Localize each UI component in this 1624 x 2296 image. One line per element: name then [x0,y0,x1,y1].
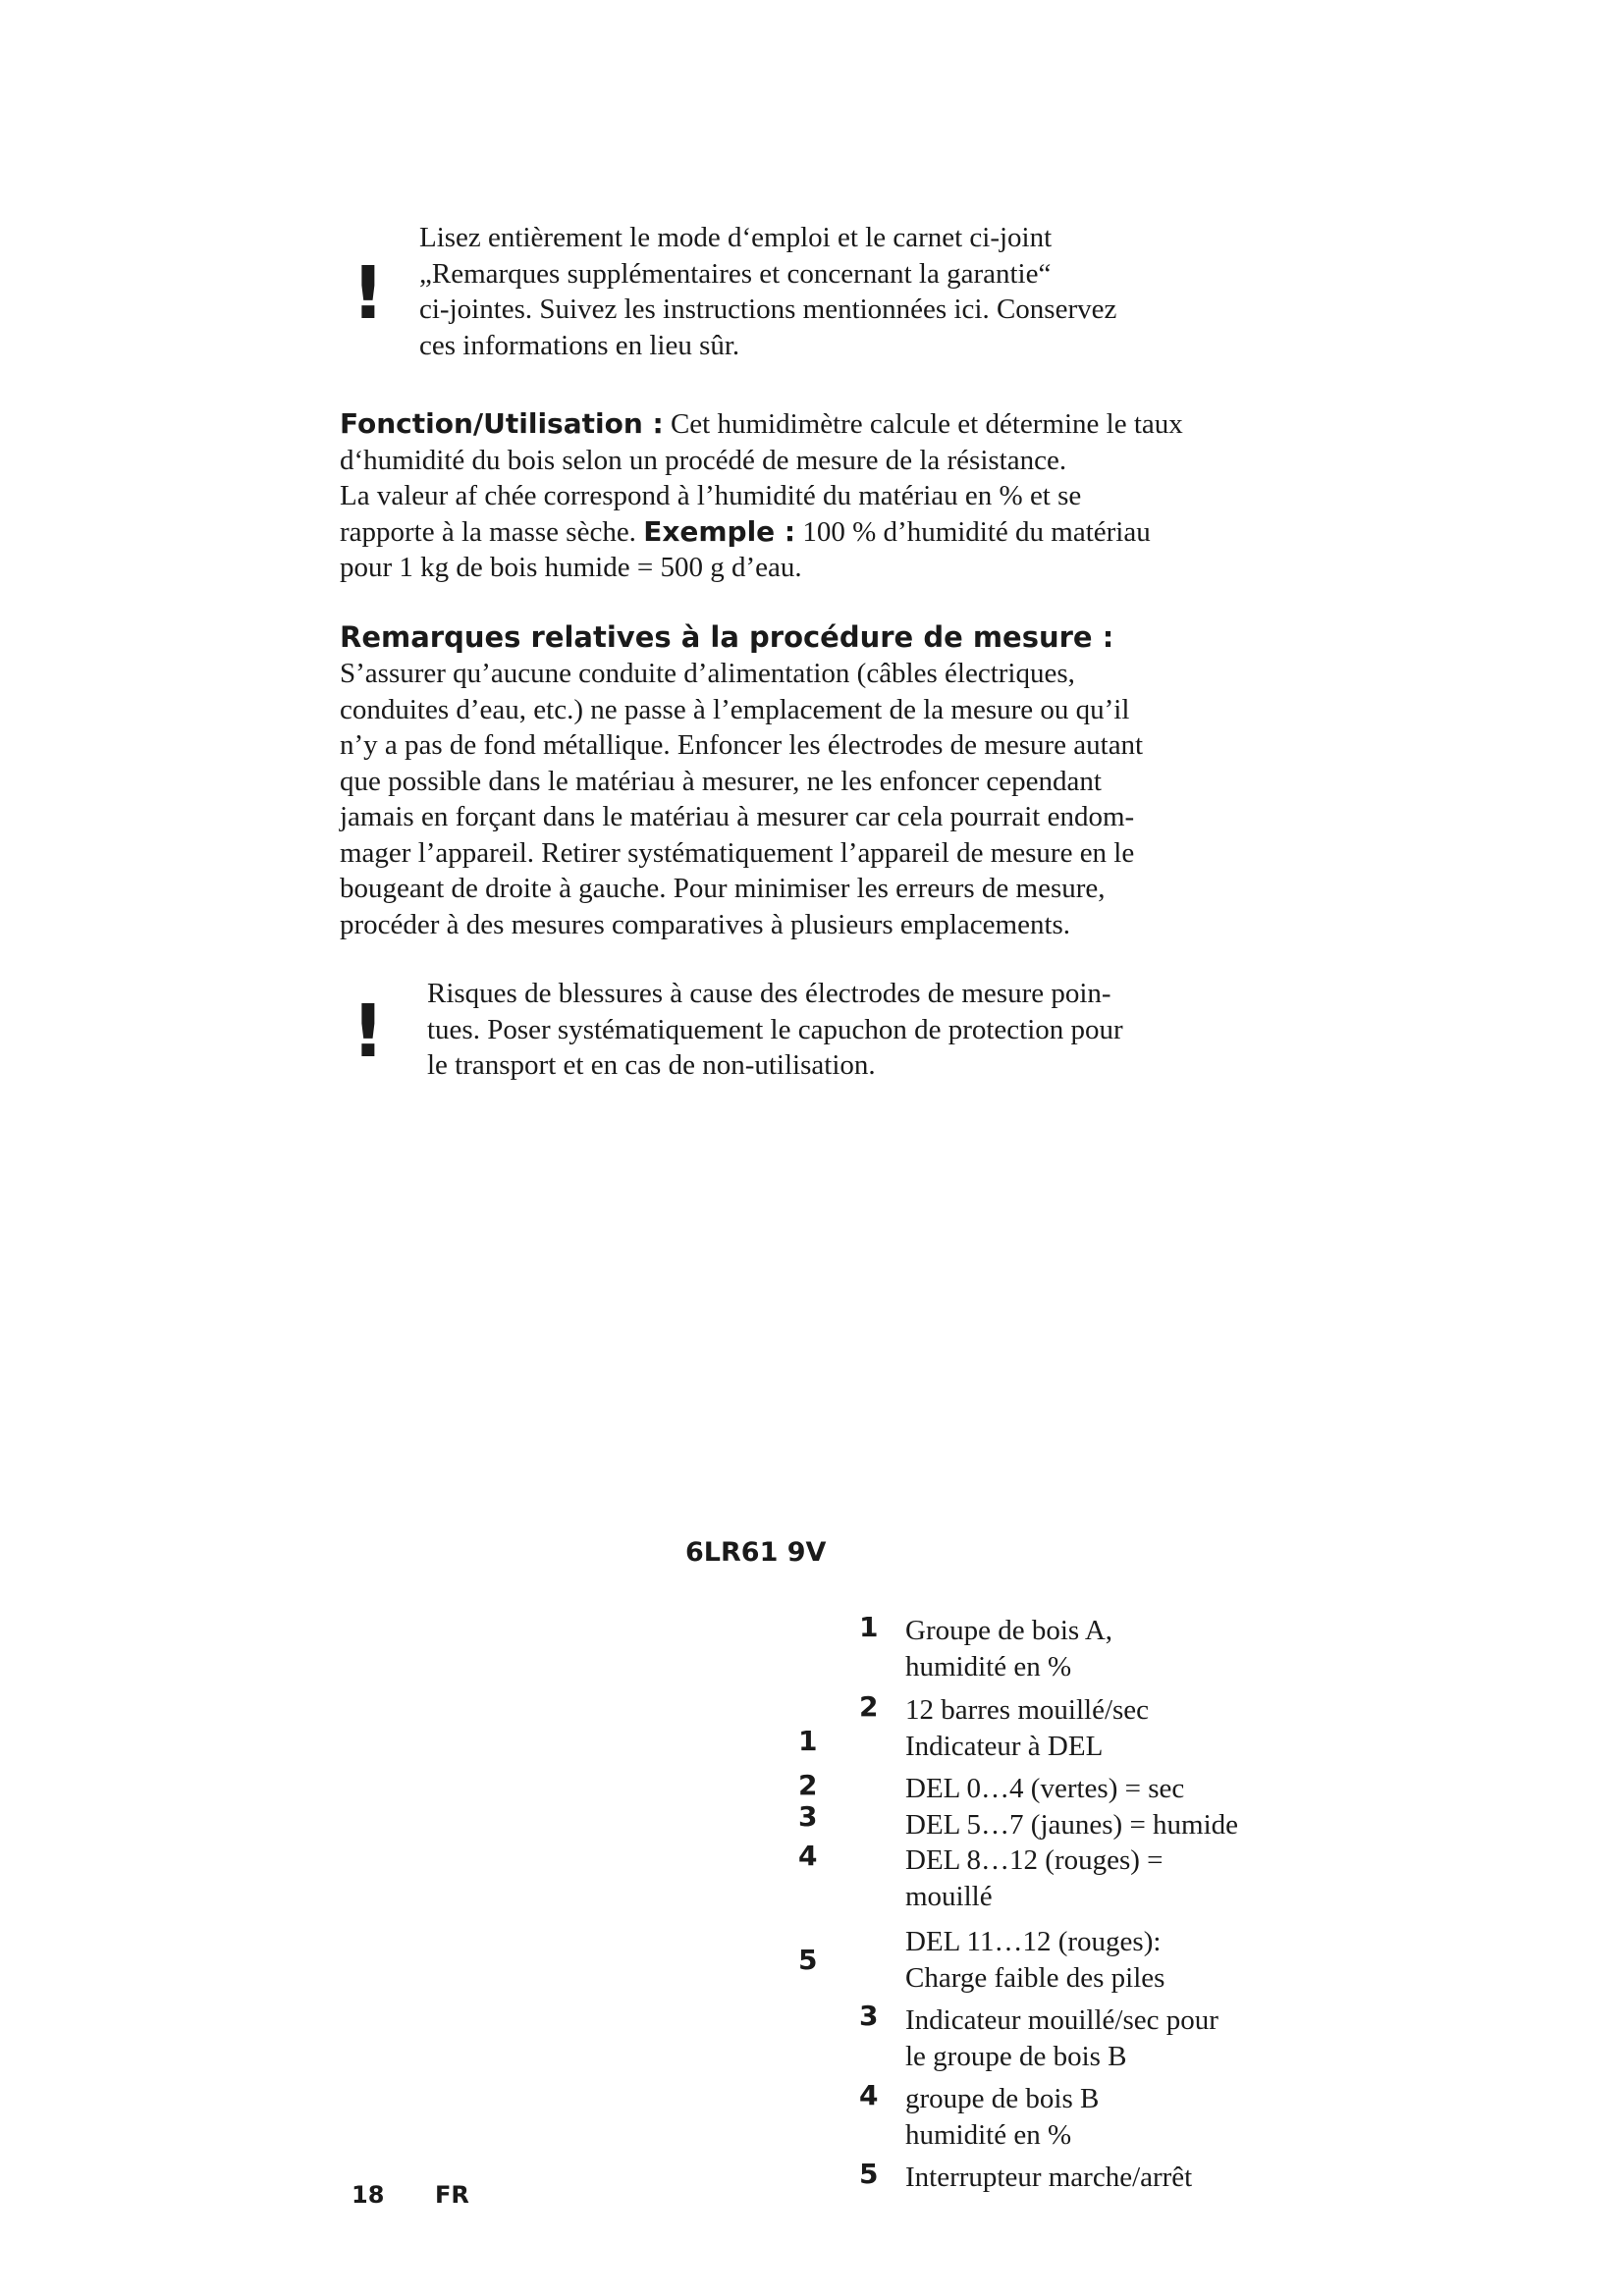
warning-1-line: Lisez entièrement le mode d‘emploi et le carnet ci-joint [419,222,1053,253]
legend-number: 2 [859,1690,879,1723]
legend-text [905,2002,1218,2074]
warning-2-line: le transport et en cas de non-utilisation. [427,1049,876,1081]
legend-line: 12 barres mouillé/sec [905,1694,1150,1726]
warning-text-1 [419,220,1116,363]
remarks-heading: Remarques relatives à la procédure de mesure : [340,620,1114,654]
exclamation-icon: ! [352,251,385,336]
example-label: Exemple : [643,514,796,548]
warning-1-line: ces informations en lieu sûr. [419,329,740,361]
page-number: 18 [352,2181,385,2209]
function-text: rapporte à la masse sèche. [340,515,644,548]
legend-text [905,2160,1192,2196]
remarks-line: que possible dans le matériau à mesurer, ne les enfoncer cependant [340,765,1102,797]
function-line-5: pour 1 kg de bois humide = 500 g d’eau. [340,552,802,583]
remarks-line: conduites d’eau, etc.) ne passe à l’emplacement de la mesure ou qu’il [340,693,1130,725]
function-line-2: d‘humidité du bois selon un procédé de mesure de la résistance. [340,444,1067,476]
legend-text [905,1692,1149,1764]
warning-2-line: Risques de blessures à cause des électrodes de mesure poin- [427,978,1111,1009]
function-line-1 [340,406,1183,443]
remarks-line: S’assurer qu’aucune conduite d’alimentation (câbles électriques, [340,658,1075,689]
sub-legend-line: DEL 0…4 (vertes) = sec [905,1773,1185,1804]
sub-legend-number: 3 [798,1800,818,1833]
legend-line: Indicateur mouillé/sec pour [905,2004,1218,2036]
legend-line: groupe de bois B [905,2083,1100,2114]
sub-legend-number: 5 [798,1944,818,1976]
remarks-line: mager l’appareil. Retirer systématiquement l’appareil de mesure en le [340,836,1135,869]
sub-legend-line: mouillé [905,1880,993,1912]
warning-1-line: ci-jointes. Suivez les instructions mentionnées ici. Conservez [419,294,1117,325]
sub-legend-number: 4 [798,1840,818,1872]
function-heading: Fonction/Utilisation : [340,407,664,440]
warning-1-line: „Remarques supplémentaires et concernant la garantie“ [419,257,1052,290]
function-line-3: La valeur af chée correspond à l’humidité du matériau en % et se [340,480,1082,511]
function-section [340,406,1183,586]
function-line-4 [340,514,1183,551]
legend-line: Interrupteur marche/arrêt [905,2162,1193,2193]
legend-number: 4 [859,2079,879,2111]
legend-number: 1 [859,1611,879,1643]
legend-line: Groupe de bois A, [905,1615,1113,1646]
remarks-line: n’y a pas de fond métallique. Enfoncer les électrodes de mesure autant [340,729,1144,761]
legend-line: Indicateur à DEL [905,1730,1104,1762]
sub-legend-line: DEL 8…12 (rouges) = [905,1844,1164,1876]
sub-legend-number: 1 [798,1725,818,1757]
function-text: 100 % d’humidité du matériau [795,515,1151,548]
exclamation-icon: ! [352,989,385,1074]
function-text: Cet humidimètre calcule et détermine le taux [663,408,1183,440]
warning-2-line: tues. Poser systématiquement le capuchon de protection pour [427,1013,1123,1045]
legend-text [905,1771,1238,1914]
sub-legend-number: 2 [798,1769,818,1801]
battery-label: 6LR61 9V [685,1537,827,1568]
language-code: FR [435,2181,469,2209]
legend-line: humidité en % [905,1650,1072,1682]
legend-line: le groupe de bois B [905,2040,1127,2072]
remarks-text [340,656,1143,942]
remarks-line: jamais en forçant dans le matériau à mesurer car cela pourrait endom- [340,801,1135,832]
legend-line: humidité en % [905,2118,1072,2151]
sub-legend-line: DEL 5…7 (jaunes) = humide [905,1808,1239,1841]
legend-text [905,1613,1112,1684]
legend-text [905,1924,1164,1996]
legend-number: 5 [859,2158,879,2190]
legend-text [905,2081,1099,2153]
legend-number: 3 [859,2000,879,2032]
warning-text-2 [427,976,1123,1084]
remarks-line: bougeant de droite à gauche. Pour minimiser les erreurs de mesure, [340,873,1106,904]
remarks-line: procéder à des mesures comparatives à plusieurs emplacements. [340,908,1071,940]
sub-legend-line: Charge faible des piles [905,1961,1165,1994]
sub-legend-line: DEL 11…12 (rouges): [905,1926,1162,1957]
